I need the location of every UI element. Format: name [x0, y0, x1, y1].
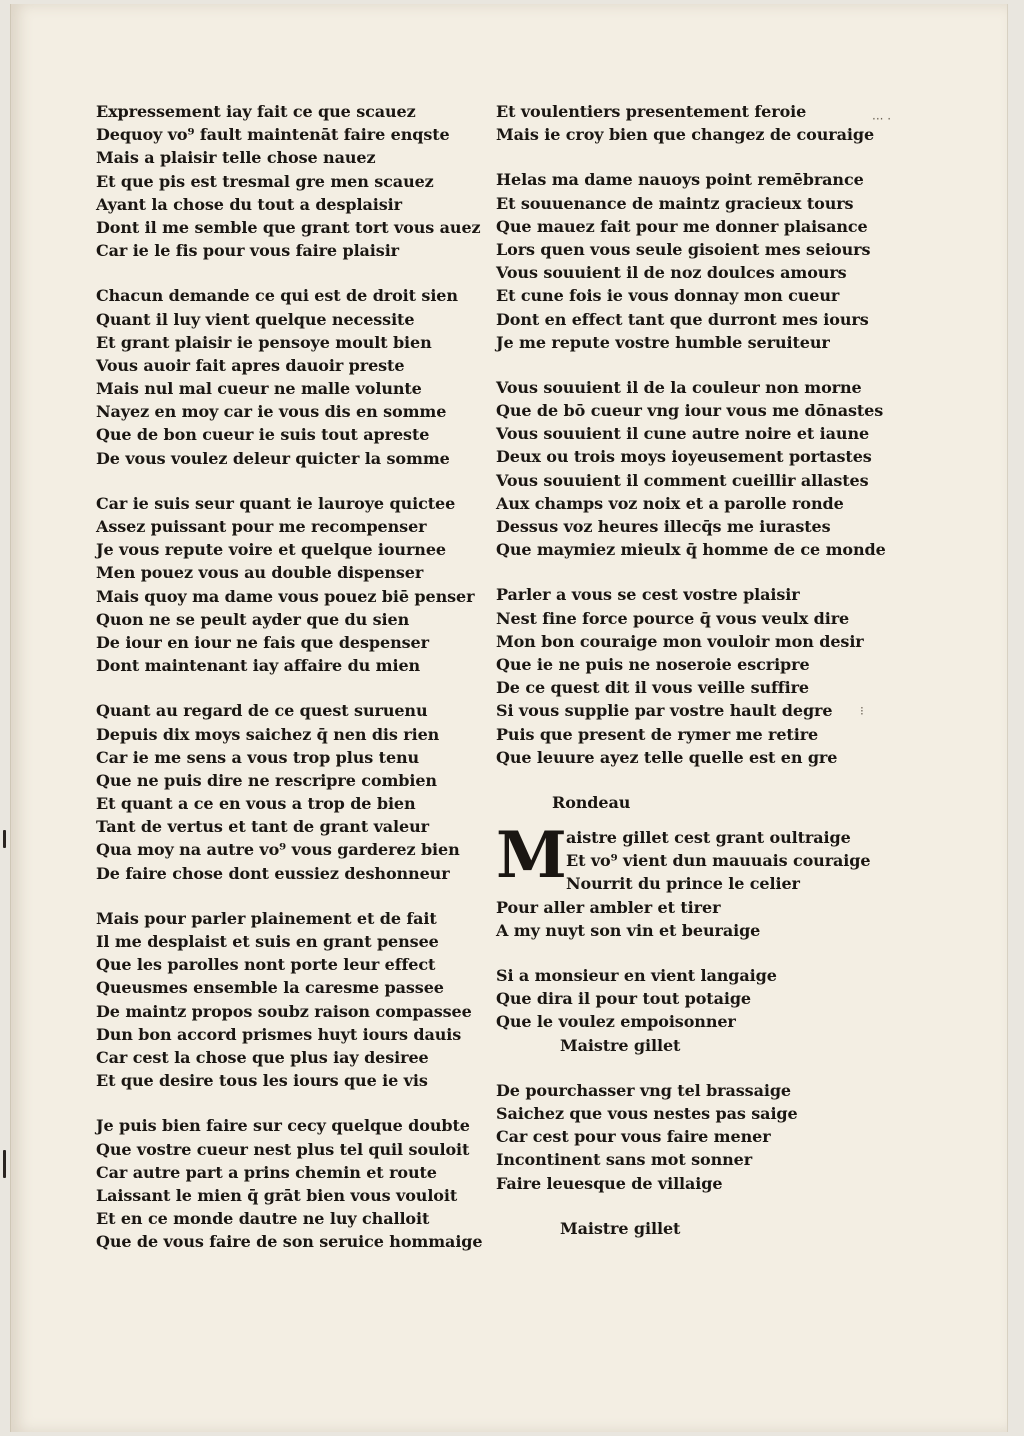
verse-line: Que mauez fait pour me donner plaisance [496, 216, 868, 236]
right-column [496, 100, 886, 1240]
verse-line: Dont en effect tant que durront mes iours [496, 309, 869, 329]
verse-line: Mais a plaisir telle chose nauez [96, 148, 376, 168]
verse-line: Je puis bien faire sur cecy quelque doubte [96, 1116, 470, 1136]
verse-line: Que leuure ayez telle quelle est en gre [496, 747, 838, 767]
verse-line: Car autre part a prins chemin et route [96, 1162, 437, 1182]
verse-line: Que de bō cueur vng iour vous me dōnastes [496, 401, 884, 421]
verse-line: Et cune fois ie vous donnay mon cueur [496, 286, 840, 306]
stanza [96, 100, 481, 262]
verse-line: Mais quoy ma dame vous pouez biē penser [96, 586, 475, 606]
verse-line: Vous souuient il de noz doulces amours [496, 263, 847, 283]
verse-line: Ayant la chose du tout a desplaisir [96, 194, 402, 214]
stanza [96, 907, 476, 1093]
verse-line: Nayez en moy car ie vous dis en somme [96, 402, 447, 422]
verse-line: Que vostre cueur nest plus tel quil souloit [96, 1139, 470, 1159]
verse-line: Mais nul mal cueur ne malle volunte [96, 379, 422, 399]
verse-line: Dun bon accord prismes huyt iours dauis [96, 1024, 462, 1044]
verse-line: Saichez que vous nestes pas saige [496, 1103, 798, 1123]
verse-line: Quant il luy vient quelque necessite [96, 309, 415, 329]
stanza [96, 492, 476, 678]
verse-line: Car cest pour vous faire mener [496, 1127, 771, 1147]
verse-line: Vous souuient il de la couleur non morne [496, 377, 862, 397]
refrain: Maistre gillet [560, 1218, 681, 1238]
verse-line: Car ie le fis pour vous faire plaisir [96, 241, 400, 261]
stanza [96, 284, 476, 470]
verse-line: Mais ie croy bien que changez de couraige [496, 125, 875, 145]
refrain: Maistre gillet [560, 1035, 681, 1055]
gutter-mark [3, 830, 6, 848]
rondeau-title: Rondeau [552, 792, 631, 812]
verse-line: Vous souuient il cune autre noire et iaune [496, 424, 870, 444]
verse-line: Aux champs voz noix et a parolle ronde [496, 493, 844, 513]
verse-line: Il me desplaist et suis en grant pensee [96, 932, 439, 951]
verse-line: Incontinent sans mot sonner [496, 1150, 753, 1170]
rondeau [496, 818, 871, 1240]
verse-line: Nourrit du prince le celier [566, 874, 800, 894]
verse-line: Vous souuient il comment cueillir allastes [496, 470, 869, 490]
verse-line: Mais pour parler plainement et de fait [96, 908, 437, 928]
verse-line: A my nuyt son vin et beuraige [496, 920, 761, 940]
verse-line: Que de bon cueur ie suis tout apreste [96, 425, 430, 445]
verse-line: Men pouez vous au double dispenser [96, 563, 424, 583]
verse-line: De ce quest dit il vous veille suffire [496, 678, 809, 698]
verse-line: Dont il me semble que grant tort vous auez [96, 217, 481, 237]
verse-line: Et voulentiers presentement feroie [496, 102, 807, 121]
stanza [496, 376, 886, 562]
verse-line: Car ie suis seur quant ie lauroye quictee [96, 493, 456, 513]
verse-line: Dequoy vo⁹ fault maintenāt faire enqste [96, 125, 450, 145]
marginal-mark: ··· · [872, 112, 892, 126]
verse-line: Que ie ne puis ne noseroie escripre [496, 654, 810, 674]
gutter-edge [0, 0, 14, 1436]
right-stanzas [496, 100, 886, 791]
verse-line: Depuis dix moys saichez q̄ nen dis rien [96, 724, 440, 744]
verse-line: Lors quen vous seule gisoient mes seiours [496, 239, 871, 259]
verse-line: Assez puissant pour me recompenser [96, 517, 427, 536]
verse-line: Et vo⁹ vient dun mauuais couraige [566, 851, 871, 871]
stanza [496, 168, 871, 354]
verse-line: Je me repute vostre humble seruiteur [496, 332, 830, 352]
verse-line: Mon bon couraige mon vouloir mon desir [496, 631, 864, 651]
verse-line: Dessus voz heures illecq̄s me iurastes [496, 517, 831, 536]
verse-line: Vous auoir fait apres dauoir preste [96, 355, 405, 375]
drop-cap: M [496, 818, 567, 894]
verse-line: Et en ce monde dautre ne luy challoit [96, 1209, 430, 1229]
verse-line: Quon ne se peult ayder que du sien [96, 609, 410, 629]
verse-line: Que de vous faire de son seruice hommaige [96, 1232, 483, 1252]
verse-line: aistre gillet cest grant oultraige [566, 828, 851, 848]
verse-line: Expressement iay fait ce que scauez [96, 102, 416, 121]
verse-line: Helas ma dame nauoys point remēbrance [496, 170, 864, 190]
verse-line: Que dira il pour tout potaige [496, 989, 751, 1009]
verse-line: Puis que present de rymer me retire [496, 724, 819, 744]
verse-line: Dont maintenant iay affaire du mien [96, 656, 421, 676]
stanza [496, 583, 866, 769]
verse-line: De pourchasser vng tel brassaige [496, 1080, 792, 1100]
stanza [96, 699, 476, 885]
marginal-mark: ⁝ [860, 704, 864, 718]
verse-line: Et souuenance de maintz gracieux tours [496, 193, 854, 213]
verse-line: Car cest la chose que plus iay desiree [96, 1047, 429, 1067]
verse-line: Parler a vous se cest vostre plaisir [496, 585, 800, 605]
verse-line: Je vous repute voire et quelque iournee [96, 540, 446, 560]
verse-line: Et que desire tous les iours que ie vis [96, 1071, 428, 1091]
stanza [496, 100, 875, 146]
verse-line: Nest fine force pource q̄ vous veulx dire [496, 608, 850, 628]
gutter-mark [3, 1150, 6, 1178]
verse-line: Et que pis est tresmal gre men scauez [96, 171, 434, 191]
verse-line: Que ne puis dire ne rescripre combien [96, 770, 437, 790]
verse-line: Tant de vertus et tant de grant valeur [96, 817, 429, 837]
left-column [96, 100, 483, 1275]
verse-line: Que maymiez mieulx q̄ homme de ce monde [496, 540, 886, 560]
verse-line: De vous voulez deleur quicter la somme [96, 448, 450, 468]
verse-line: Quant au regard de ce quest suruenu [96, 701, 428, 721]
verse-line: Si a monsieur en vient langaige [496, 966, 777, 985]
verse-line: Si vous supplie par vostre hault degre [496, 701, 833, 721]
verse-line: Car ie me sens a vous trop plus tenu [96, 747, 420, 767]
verse-line: Chacun demande ce qui est de droit sien [96, 286, 458, 306]
verse-line: Pour aller ambler et tirer [496, 897, 721, 917]
verse-line: Et grant plaisir ie pensoye moult bien [96, 332, 432, 352]
stanza [96, 1114, 483, 1253]
verse-line: Qua moy na autre vo⁹ vous garderez bien [96, 840, 460, 860]
verse-line: De faire chose dont eussiez deshonneur [96, 863, 450, 883]
verse-line: Laissant le mien q̄ grāt bien vous vouloit [96, 1185, 458, 1205]
verse-line: De maintz propos soubz raison compassee [96, 1001, 472, 1021]
verse-line: De iour en iour ne fais que despenser [96, 632, 429, 652]
verse-line: Queusmes ensemble la caresme passee [96, 978, 444, 998]
verse-line: Que les parolles nont porte leur effect [96, 955, 436, 975]
verse-line: Faire leuesque de villaige [496, 1173, 723, 1193]
verse-line: Que le voulez empoisonner [496, 1012, 736, 1032]
verse-line: Deux ou trois moys ioyeusement portastes [496, 447, 872, 467]
verse-line: Et quant a ce en vous a trop de bien [96, 794, 416, 814]
